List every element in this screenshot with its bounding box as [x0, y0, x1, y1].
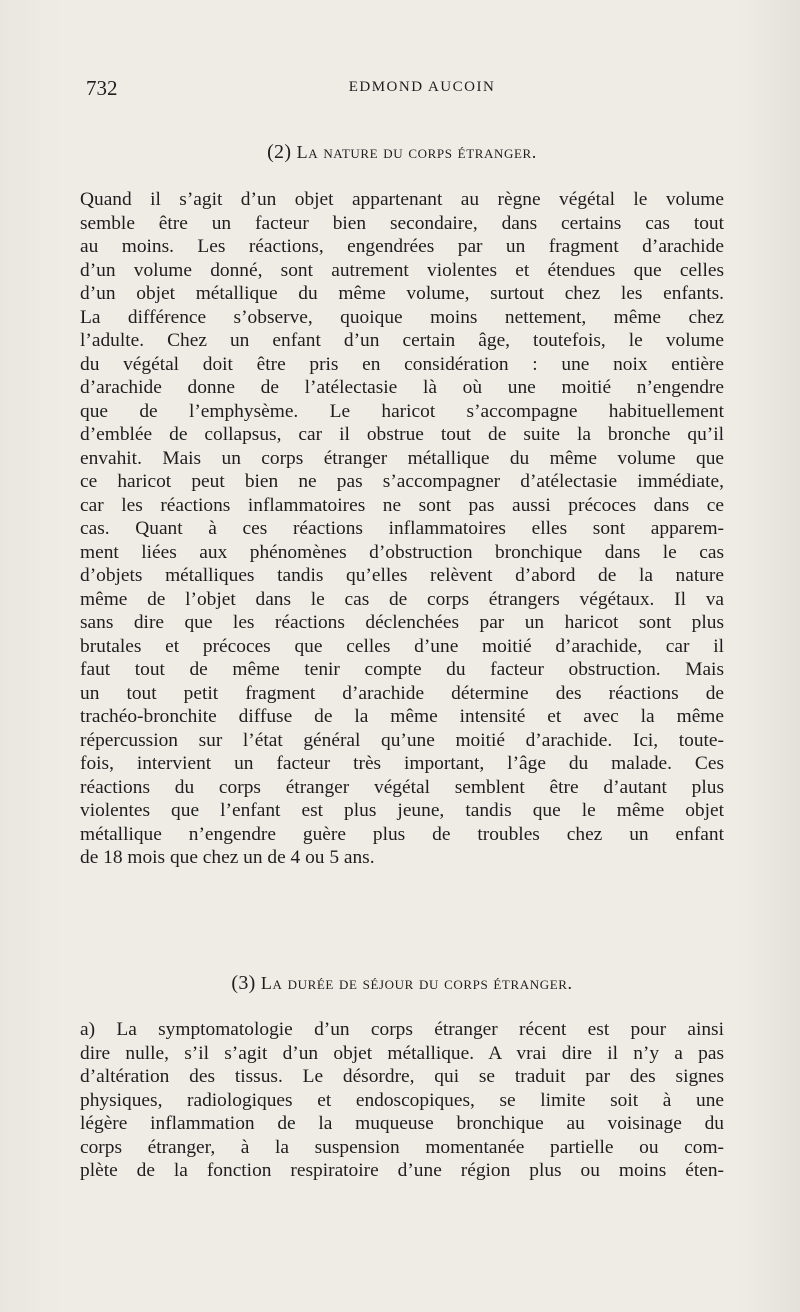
text-line: d’emblée de collapsus, car il obstrue tout de suite la bronche qu’il: [80, 424, 724, 445]
text-line: d’un objet métallique du même volume, surtout chez les enfants.: [80, 283, 724, 304]
text-line: plète de la fonction respiratoire d’une région plus ou moins éten-: [80, 1160, 724, 1181]
section-number: (3): [231, 972, 256, 994]
text-line: du végétal doit être pris en considération : une noix entière: [80, 353, 724, 375]
section-title: La durée de séjour du corps étranger.: [260, 973, 573, 993]
text-line: faut tout de même tenir compte du facteur obstruction. Mais: [80, 659, 724, 680]
running-head: EDMOND AUCOIN: [348, 79, 496, 95]
text-line: répercussion sur l’état général qu’une moitié d’arachide. Ici, toute-: [80, 729, 724, 751]
text-line: de 18 mois que chez un de 4 ou 5 ans.: [80, 847, 375, 868]
section-heading-2: [80, 141, 724, 164]
text-line: au moins. Les réactions, engendrées par un fragment d’arachide: [80, 236, 724, 257]
section-heading-3: [80, 972, 724, 995]
text-line: l’adulte. Chez un enfant d’un certain âge, toutefois, le volume: [80, 330, 724, 351]
paragraph-duree: [80, 1018, 724, 1183]
text-line: corps étranger, à la suspension momentanée partielle ou com-: [80, 1136, 724, 1158]
text-line: réactions du corps étranger végétal semblent être d’autant plus: [80, 776, 724, 798]
paragraph-nature: [80, 188, 724, 870]
text-line: dire nulle, s’il s’agit d’un objet métallique. A vrai dire il n’y a pas: [80, 1042, 724, 1064]
text-line: d’altération des tissus. Le désordre, qui se traduit par des signes: [80, 1066, 724, 1087]
text-line: envahit. Mais un corps étranger métallique du même volume que: [80, 447, 724, 469]
text-line: d’arachide donne de l’atélectasie là où une moitié n’engendre: [80, 377, 724, 398]
text-line: car les réactions inflammatoires ne sont pas aussi précoces dans ce: [80, 494, 724, 516]
text-line: sans dire que les réactions déclenchées par un haricot sont plus: [80, 612, 724, 633]
page-number: 732: [86, 76, 118, 100]
text-line: ce haricot peut bien ne pas s’accompagner d’atélectasie immédiate,: [80, 471, 724, 492]
section-number: (2): [267, 141, 292, 163]
text-line: trachéo-bronchite diffuse de la même intensité et avec la même: [80, 706, 724, 727]
text-line: que de l’emphysème. Le haricot s’accompagne habituellement: [80, 400, 724, 422]
text-line: ment liées aux phénomènes d’obstruction bronchique dans le cas: [80, 541, 724, 563]
text-line: Quand il s’agit d’un objet appartenant au règne végétal le volume: [80, 189, 724, 210]
text-line: a) La symptomatologie d’un corps étranger récent est pour ainsi: [80, 1019, 724, 1040]
text-line: semble être un facteur bien secondaire, dans certains cas tout: [80, 212, 724, 234]
text-line: légère inflammation de la muqueuse bronchique au voisinage du: [80, 1113, 724, 1134]
text-line: même de l’objet dans le cas de corps étrangers végétaux. Il va: [80, 588, 724, 610]
text-line: d’un volume donné, sont autrement violentes et étendues que celles: [80, 259, 724, 281]
text-line: d’objets métalliques tandis qu’elles relèvent d’abord de la nature: [80, 565, 724, 586]
text-line: violentes que l’enfant est plus jeune, tandis que le même objet: [80, 800, 724, 821]
text-line: un tout petit fragment d’arachide détermine des réactions de: [80, 682, 724, 704]
section-title: La nature du corps étranger.: [296, 142, 537, 162]
text-line: fois, intervient un facteur très important, l’âge du malade. Ces: [80, 753, 724, 774]
text-line: métallique n’engendre guère plus de troubles chez un enfant: [80, 823, 724, 845]
text-line: cas. Quant à ces réactions inflammatoires elles sont apparem-: [80, 518, 724, 539]
text-line: brutales et précoces que celles d’une moitié d’arachide, car il: [80, 635, 724, 657]
text-line: physiques, radiologiques et endoscopiques, se limite soit à une: [80, 1089, 724, 1111]
text-line: La différence s’observe, quoique moins nettement, même chez: [80, 306, 724, 328]
page-header: [86, 76, 718, 102]
